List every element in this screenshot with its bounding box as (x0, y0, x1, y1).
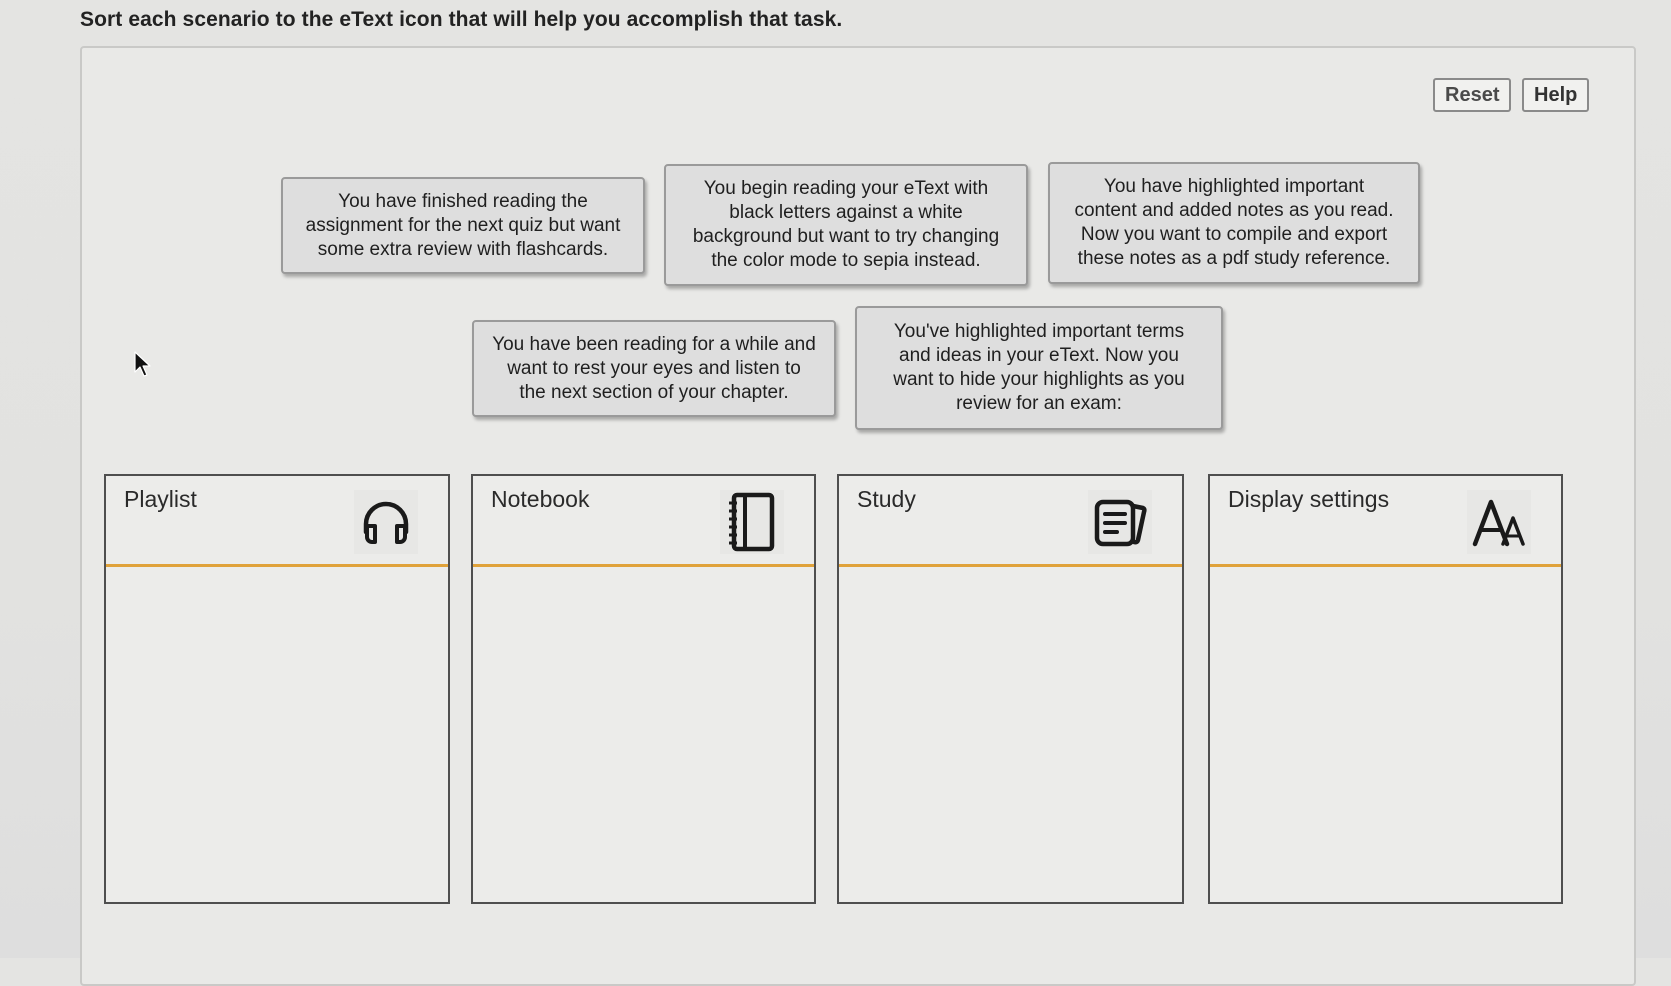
drop-zone-header (106, 476, 448, 567)
scenario-card-text: You have been reading for a while and want to rest your eyes and listen to the next section of your chapter. (492, 333, 816, 403)
drop-zone-label: Study (857, 486, 916, 512)
drop-zone-display-settings[interactable] (1208, 474, 1563, 904)
scenario-card-flashcards[interactable] (281, 177, 645, 274)
scenario-card-listen[interactable] (472, 320, 836, 417)
drop-zone-body[interactable] (473, 567, 814, 902)
notebook-icon (720, 490, 784, 554)
scenario-card-sepia[interactable] (664, 164, 1028, 286)
scenario-card-hide-highlights[interactable] (855, 306, 1223, 430)
drop-zone-body[interactable] (839, 567, 1182, 902)
drop-zone-label: Display settings (1228, 486, 1390, 512)
scenario-card-text: You have finished reading the assignment for the next quiz but want some extra review with flashcards. (305, 190, 621, 260)
drop-zone-header (1210, 476, 1561, 567)
scenario-card-text: You begin reading your eText with black letters against a white background but want to try changing the color mode to sepia instead. (692, 178, 1000, 271)
mouse-cursor-icon (133, 350, 153, 378)
scenario-card-text: You've highlighted important terms and ideas in your eText. Now you want to hide your highlights as you review for an exam: (893, 321, 1185, 414)
scenario-card-text: You have highlighted important content and added notes as you read. Now you want to compile and export these notes as a pdf study reference. (1074, 176, 1394, 269)
font-size-icon (1467, 490, 1531, 554)
drop-zone-header (839, 476, 1182, 567)
drop-zone-notebook[interactable] (471, 474, 816, 904)
drop-zone-playlist[interactable] (104, 474, 450, 904)
help-button[interactable]: Help (1522, 78, 1589, 112)
instruction-text: Sort each scenario to the eText icon that will help you accomplish that task. (80, 8, 843, 31)
drop-zone-label: Notebook (491, 486, 590, 512)
study-cards-icon (1088, 490, 1152, 554)
headphones-icon (354, 490, 418, 554)
drop-zone-study[interactable] (837, 474, 1184, 904)
drop-zone-body[interactable] (1210, 567, 1561, 902)
drop-zone-body[interactable] (106, 567, 448, 902)
drop-zone-header (473, 476, 814, 567)
scenario-card-export-notes[interactable] (1048, 162, 1420, 284)
drop-zone-label: Playlist (124, 486, 197, 512)
reset-button[interactable]: Reset (1433, 78, 1511, 112)
